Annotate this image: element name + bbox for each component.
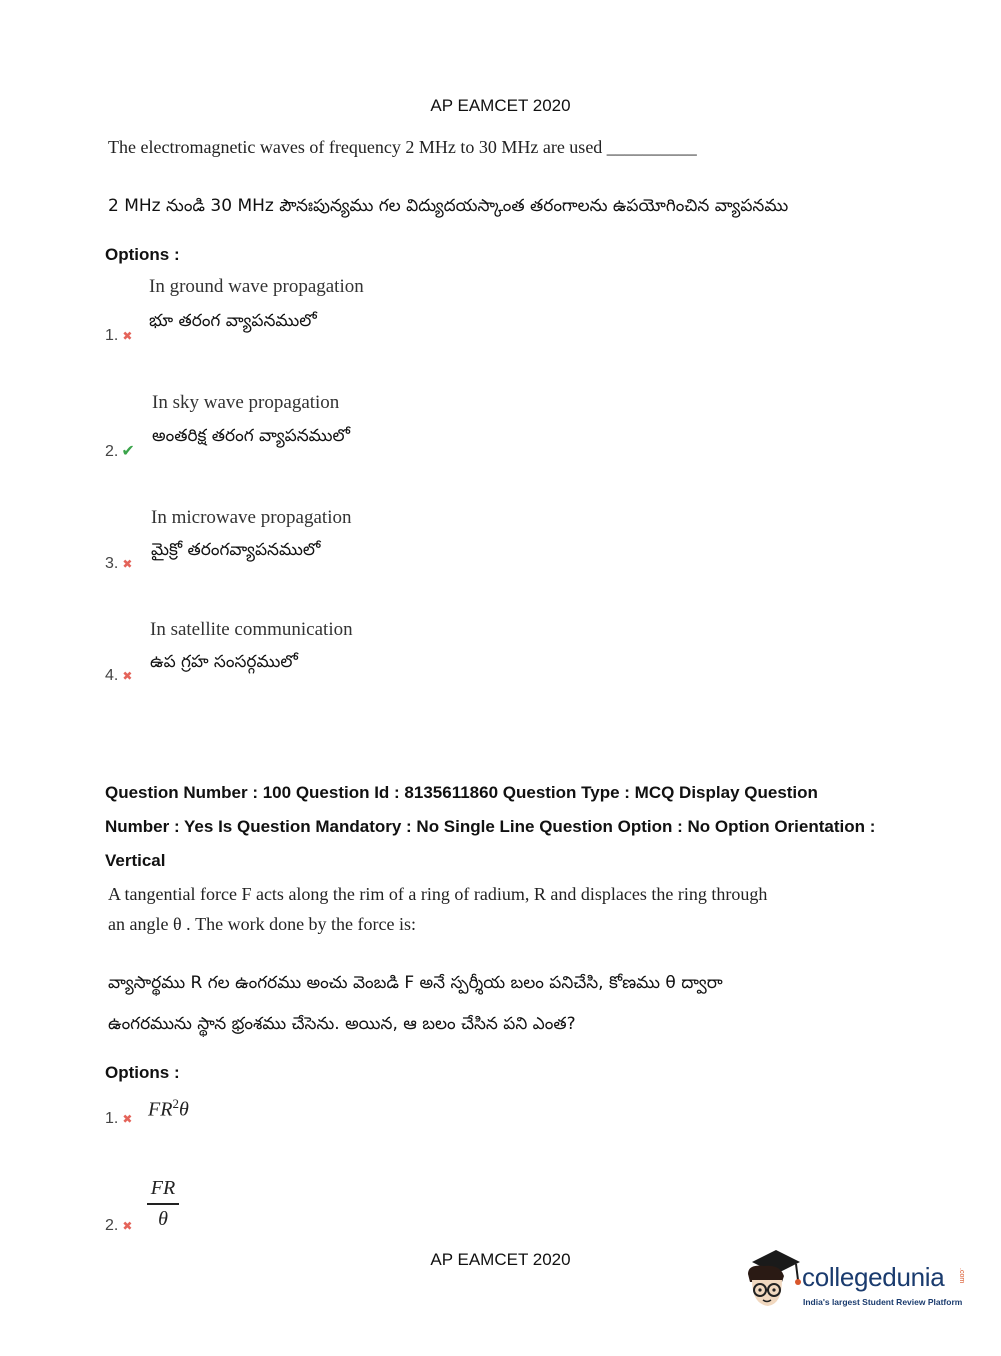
option-3-telugu: మైక్రో తరంగవ్యాపనములో — [151, 540, 321, 560]
wrong-icon: ✖ — [122, 1112, 133, 1126]
correct-icon: ✔ — [121, 443, 135, 460]
wrong-icon: ✖ — [122, 557, 133, 571]
brand-name: collegedunia — [802, 1262, 945, 1292]
question-100-english-line1: A tangential force F acts along the rim of a ring of radium, R and displaces the ring through — [108, 884, 768, 904]
option-3-english: In microwave propagation — [151, 507, 352, 528]
option-1-telugu: భూ తరంగ వ్యాపనములో — [149, 311, 317, 331]
mascot-icon — [742, 1246, 802, 1316]
question-100-english-line2: an angle θ . The work done by the force is: — [108, 914, 417, 934]
question-99-telugu: 2 MHz నుండి 30 MHz పౌనఃపున్యము గల విద్యుదయస్కాంత తరంగాలను ఉపయోగించిన వ్యాపనము — [108, 196, 789, 216]
wrong-icon: ✖ — [122, 1219, 133, 1233]
collegedunia-logo — [742, 1246, 972, 1316]
fraction-denominator: θ — [158, 1207, 168, 1230]
option-number: 2. — [105, 443, 119, 460]
wrong-icon: ✖ — [122, 329, 133, 343]
options-label: Options : — [105, 245, 180, 264]
option-1-english: In ground wave propagation — [149, 276, 364, 297]
brand-suffix: .com — [958, 1268, 965, 1284]
question-100-meta: Question Number : 100 Question Id : 8135611860 Question Type : MCQ Display Question Number : Yes Is Question Mandatory : No Single Line Question Option : No Option Orientation : Vertical — [105, 783, 876, 870]
formula-exponent: 2 — [172, 1096, 179, 1111]
option-number: 3. — [105, 555, 119, 572]
option-number: 1. — [105, 327, 119, 344]
formula-base: FR — [148, 1098, 173, 1121]
option-2-telugu: అంతరిక్ష తరంగ వ్యాపనములో — [152, 426, 351, 446]
option-1-number — [105, 327, 132, 345]
wrong-icon: ✖ — [122, 669, 133, 683]
option-number: 4. — [105, 667, 119, 684]
option-2-number — [105, 441, 135, 461]
option-number: 2. — [105, 1217, 119, 1234]
formula-tail: θ — [178, 1098, 189, 1121]
fraction-bar — [147, 1203, 179, 1205]
option-1-number — [105, 1110, 132, 1128]
fraction-numerator: FR — [150, 1177, 176, 1199]
brand-tagline: India's largest Student Review Platform — [803, 1297, 963, 1307]
option-number: 1. — [105, 1110, 119, 1127]
page-footer-title: AP EAMCET 2020 — [430, 1250, 571, 1269]
options-label: Options : — [105, 1063, 180, 1082]
page-header-title: AP EAMCET 2020 — [430, 96, 571, 115]
option-4-telugu: ఉప గ్రహ సంసర్గములో — [150, 652, 298, 672]
question-99-english: The electromagnetic waves of frequency 2 MHz to 30 MHz are used __________ — [108, 137, 697, 157]
option-3-number — [105, 555, 132, 573]
option-2-english: In sky wave propagation — [152, 392, 340, 413]
option-1-formula — [148, 1096, 189, 1122]
option-4-number — [105, 667, 132, 685]
question-100-telugu-line1: వ్యాసార్థము R గల ఉంగరము అంచు వెంబడి F అనే స్పర్శీయ బలం పనిచేసి, కోణము θ ద్వారా — [108, 973, 723, 993]
option-2-fraction — [147, 1177, 179, 1231]
question-100-telugu-line2: ఉంగరమును స్థాన భ్రంశము చేసెను. అయిన, ఆ బలం చేసిన పని ఎంత? — [108, 1014, 576, 1034]
option-2-number — [105, 1217, 132, 1235]
option-4-english: In satellite communication — [150, 619, 353, 640]
